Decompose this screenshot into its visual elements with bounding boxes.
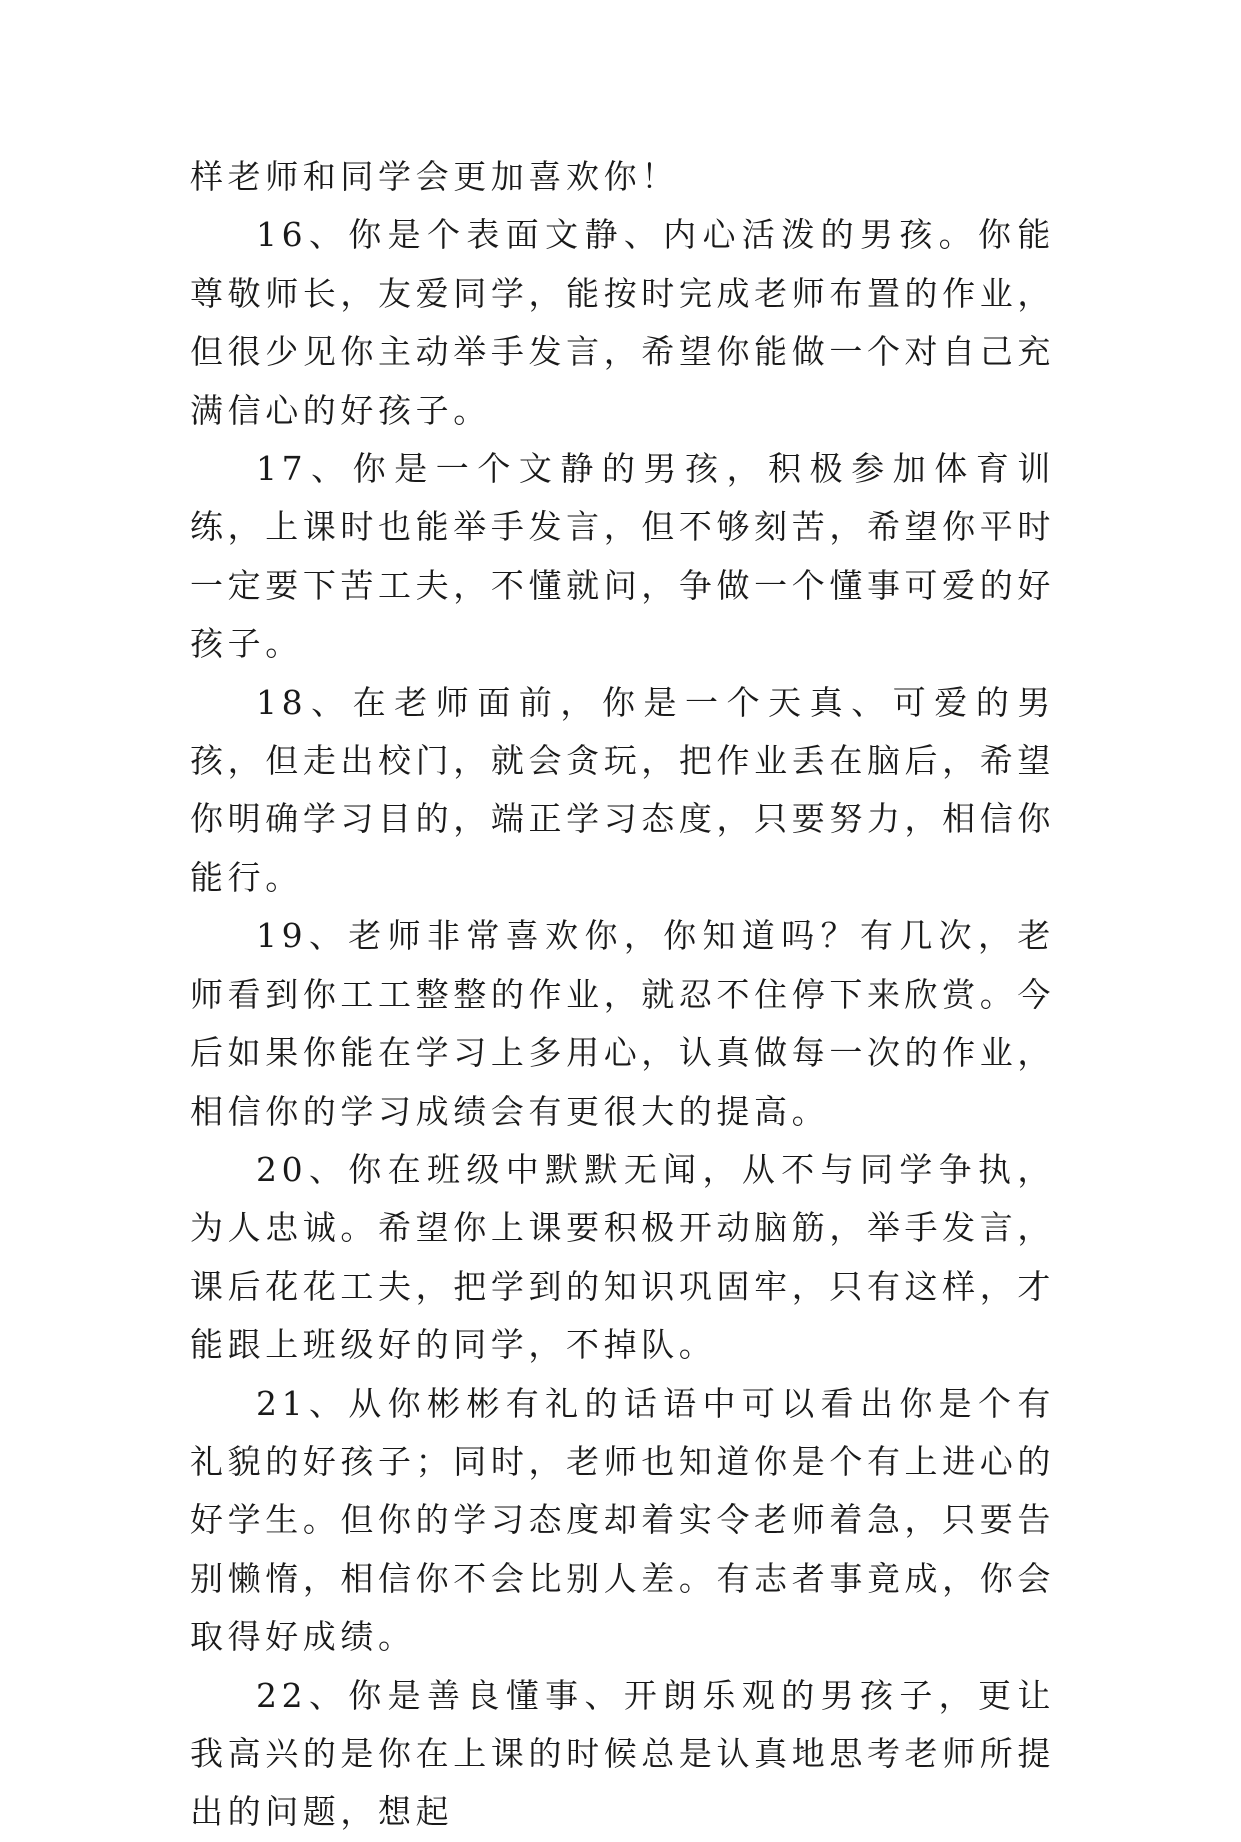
paragraph-21: 21、从你彬彬有礼的话语中可以看出你是个有礼貌的好孩子；同时，老师也知道你是个有上进心的好学生。但你的学习态度却着实令老师着急，只要告别懒惰，相信你不会比别人差。有志者事竟成，你会取得好成绩。 — [190, 1383, 1055, 1657]
paragraph-17: 17、你是一个文静的男孩，积极参加体育训练，上课时也能举手发言，但不够刻苦，希望你平时一定要下苦工夫，不懂就问，争做一个懂事可爱的好孩子。 — [190, 449, 1055, 664]
paragraph-22: 22、你是善良懂事、开朗乐观的男孩子，更让我高兴的是你在上课的时候总是认真地思考老师所提出的问题，想起 — [190, 1675, 1055, 1832]
paragraph-18: 18、在老师面前，你是一个天真、可爱的男孩，但走出校门，就会贪玩，把作业丢在脑后，希望你明确学习目的，端正学习态度，只要努力，相信你能行。 — [190, 682, 1055, 897]
document-body — [190, 148, 1055, 1842]
paragraph-20: 20、你在班级中默默无闻，从不与同学争执，为人忠诚。希望你上课要积极开动脑筋，举手发言，课后花花工夫，把学到的知识巩固牢，只有这样，才能跟上班级好的同学，不掉队。 — [190, 1149, 1055, 1365]
paragraph-16: 16、你是个表面文静、内心活泼的男孩。你能尊敬师长，友爱同学，能按时完成老师布置的作业，但很少见你主动举手发言，希望你能做一个对自己充满信心的好孩子。 — [190, 215, 1055, 430]
paragraph-continuation: 样老师和同学会更加喜欢你！ — [190, 157, 679, 196]
paragraph-19: 19、老师非常喜欢你，你知道吗？有几次，老师看到你工工整整的作业，就忍不住停下来欣赏。今后如果你能在学习上多用心，认真做每一次的作业，相信你的学习成绩会有更很大的提高。 — [190, 916, 1055, 1131]
